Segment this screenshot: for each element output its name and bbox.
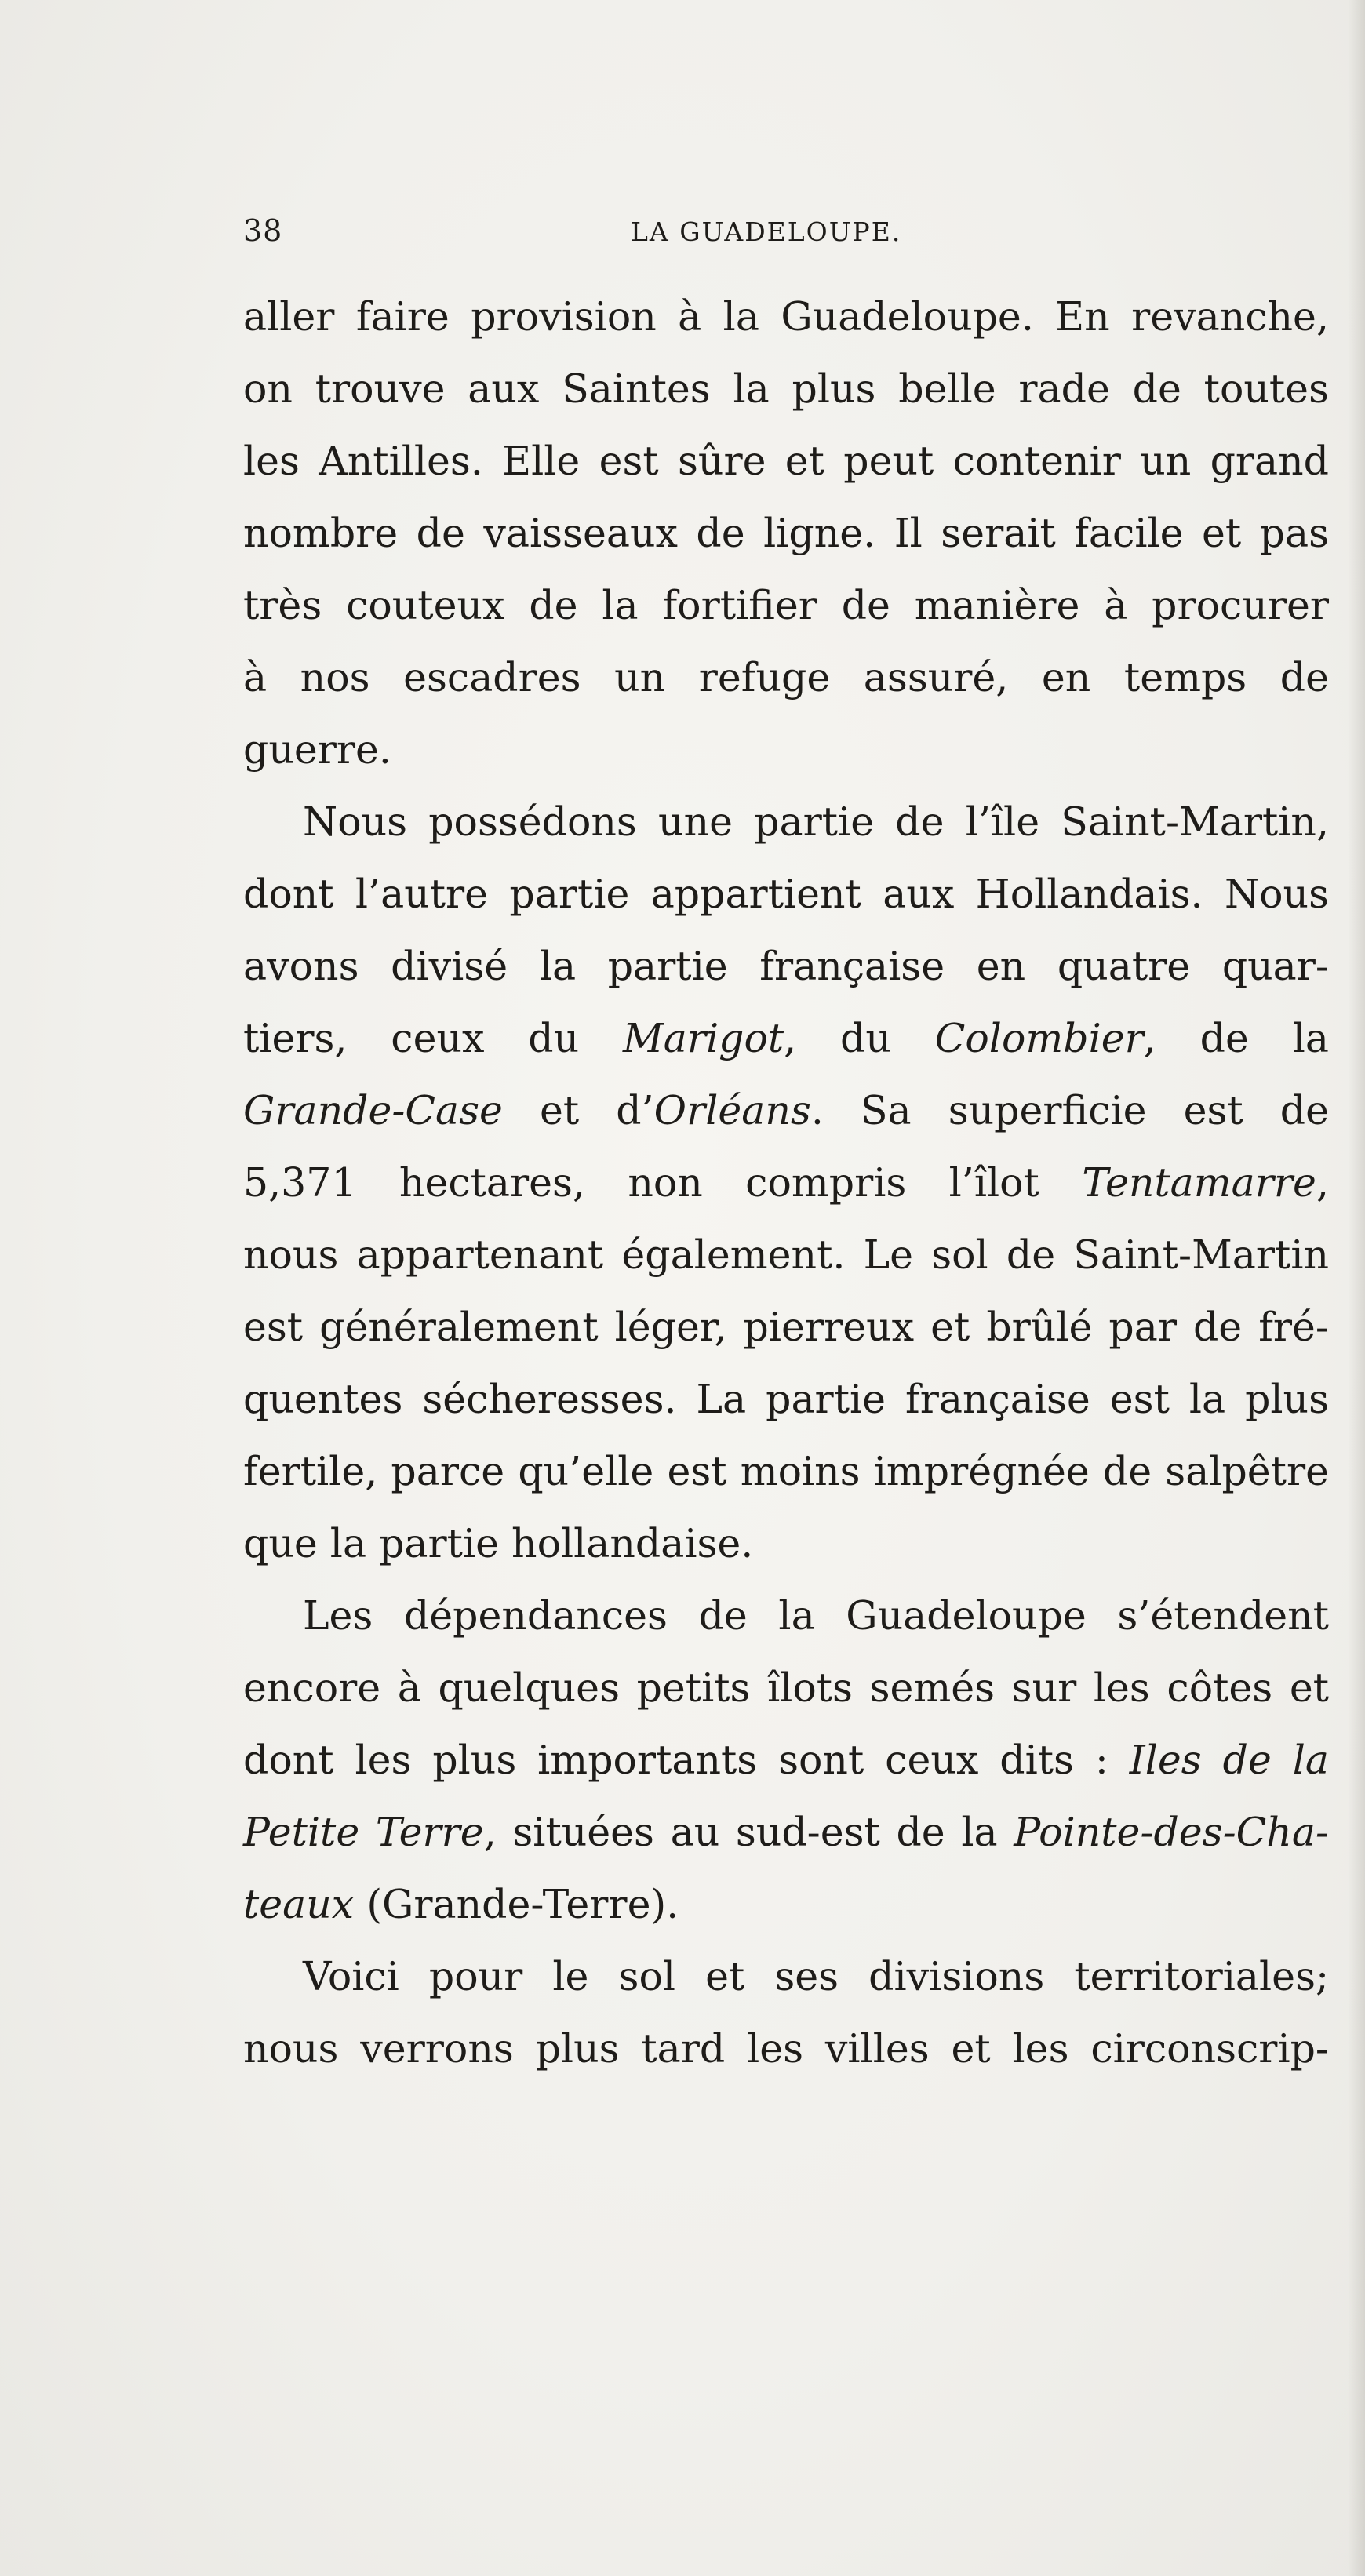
text-line [243,1796,1329,1868]
running-title: LA GUADELOUPE. [631,216,902,247]
page-header [243,213,1326,260]
text-run: dont les plus importants sont ceux dits : [243,1737,1130,1783]
text-line: nous appartenant également. Le sol de Saint-Martin [243,1232,1329,1278]
text-run: (Grande-Terre). [354,1881,679,1927]
text-run: tiers, ceux du [243,1015,624,1061]
text-line: dont l’autre partie appartient aux Hollandais. Nous [243,871,1329,917]
text-line: à nos escadres un refuge assuré, en temps de [243,654,1329,700]
text-line: nombre de vaisseaux de ligne. Il serait facile et pas [243,510,1329,556]
italic-place-name: Marigot [623,1015,784,1061]
text-line [243,1002,1329,1075]
text-run: , de la [1143,1015,1329,1061]
text-line: encore à quelques petits îlots semés sur les côtes et [243,1665,1329,1711]
body-text [243,281,1329,2085]
text-run: . Sa superficie est de [810,1087,1329,1133]
text-line [243,1724,1329,1796]
text-run: 5,371 hectares, non compris l’îlot [243,1159,1083,1206]
text-line [243,1147,1329,1219]
text-line: les Antilles. Elle est sûre et peut contenir un grand [243,438,1329,484]
italic-place-name: Orléans [653,1087,811,1133]
text-line: est généralement léger, pierreux et brûlé par de fré- [243,1304,1329,1350]
text-line: Les dépendances de la Guadeloupe s’étendent [303,1592,1329,1639]
italic-place-name: teaux [243,1881,355,1927]
text-line: Nous possédons une partie de l’île Saint-Martin, [303,799,1329,845]
text-run: , [1316,1159,1329,1206]
italic-place-name: Pointe-des-Cha- [1014,1809,1329,1855]
italic-place-name: Tentamarre [1082,1159,1316,1206]
page-number: 38 [243,213,283,248]
paragraph-end-line [243,1868,1329,1941]
italic-place-name: Petite Terre [243,1809,484,1855]
text-line: très couteux de la fortifier de manière à procurer [243,582,1329,628]
text-run: , du [784,1015,935,1061]
text-line: fertile, parce qu’elle est moins imprégnée de salpêtre [243,1448,1329,1494]
italic-place-name: Grande-Case [243,1087,503,1133]
italic-place-name: Iles de la [1129,1737,1329,1783]
text-line [243,1075,1329,1147]
paragraph-end-line: guerre. [243,726,391,773]
paragraph-end-line: que la partie hollandaise. [243,1520,754,1566]
text-line: quentes sécheresses. La partie française est la plus [243,1376,1329,1422]
text-line: avons divisé la partie française en quatre quar- [243,943,1329,989]
italic-place-name: Colombier [934,1015,1144,1061]
text-line: nous verrons plus tard les villes et les circonscrip- [243,2025,1329,2072]
text-run: et d’ [502,1087,654,1133]
text-line: on trouve aux Saintes la plus belle rade de toutes [243,366,1329,412]
text-line: Voici pour le sol et ses divisions territoriales; [303,1953,1329,1999]
text-line: aller faire provision à la Guadeloupe. En revanche, [243,293,1329,340]
text-run: , situées au sud-est de la [483,1809,1014,1855]
page-edge-shadow [1348,0,1365,2576]
